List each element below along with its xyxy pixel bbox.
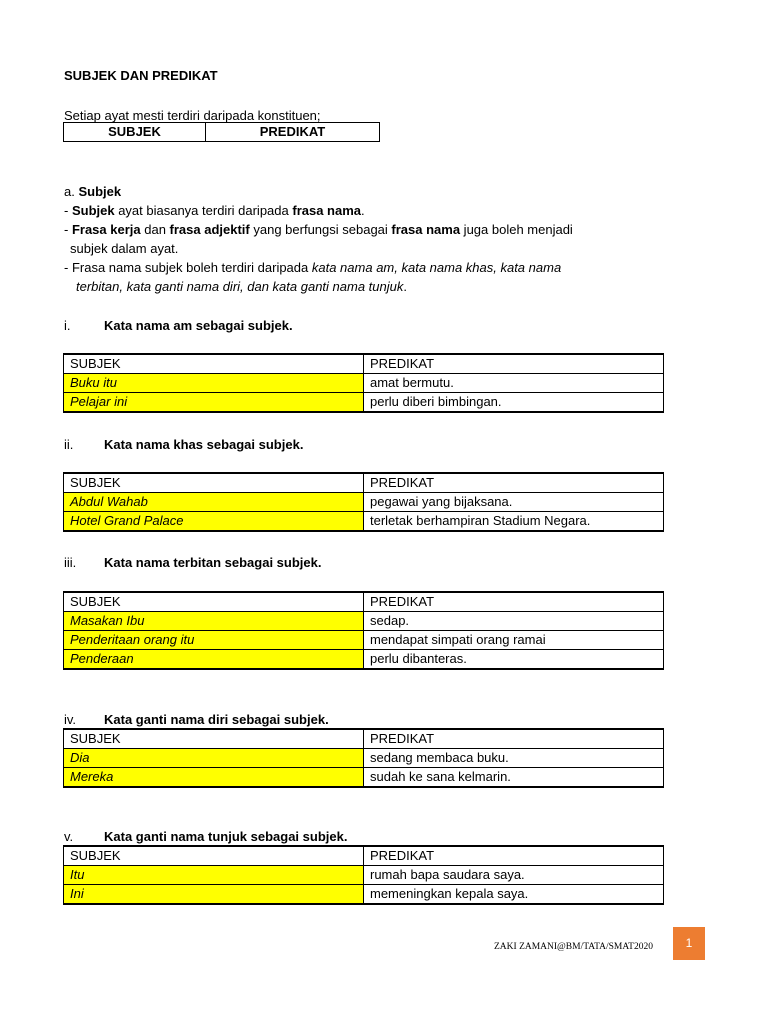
- cell-predikat: sedang membaca buku.: [364, 749, 664, 768]
- header-predikat: PREDIKAT: [364, 846, 664, 866]
- dash: -: [64, 260, 72, 275]
- bold-term: Subjek: [71, 203, 115, 218]
- table-header-row: [64, 473, 664, 493]
- bold-term: frasa adjektif: [169, 222, 250, 237]
- table-row: [64, 631, 664, 650]
- table-row: [64, 749, 664, 768]
- cell-predikat: perlu diberi bimbingan.: [364, 393, 664, 413]
- section-iv-heading: [64, 710, 329, 729]
- text: .: [361, 203, 365, 218]
- cell-subjek: Pelajar ini: [64, 393, 364, 413]
- text: .: [403, 279, 407, 294]
- header-subjek: SUBJEK: [64, 473, 364, 493]
- section-number: v.: [64, 829, 74, 844]
- table-row: [64, 650, 664, 670]
- cell-subjek: Dia: [64, 749, 364, 768]
- cell-subjek: Mereka: [64, 768, 364, 788]
- section-a-prefix: a.: [64, 184, 79, 199]
- bold-term: frasa nama: [292, 203, 362, 218]
- header-subjek: SUBJEK: [64, 729, 364, 749]
- konstituen-table: [63, 122, 380, 142]
- section-number: iii.: [64, 555, 77, 570]
- table-header-row: [64, 846, 664, 866]
- table-header-row: [64, 354, 664, 374]
- page-title: SUBJEK DAN PREDIKAT: [64, 68, 218, 83]
- cell-subjek: Penderaan: [64, 650, 364, 670]
- section-number: iv.: [64, 712, 77, 727]
- bullet-3: [64, 258, 573, 277]
- cell-subjek: Buku itu: [64, 374, 364, 393]
- konstituen-predikat: PREDIKAT: [206, 123, 380, 142]
- table-row: [64, 493, 664, 512]
- cell-subjek: Masakan Ibu: [64, 612, 364, 631]
- cell-predikat: memeningkan kepala saya.: [364, 885, 664, 905]
- header-predikat: PREDIKAT: [364, 473, 664, 493]
- dash: -: [64, 203, 72, 218]
- table-kata-nama-khas: [63, 472, 664, 532]
- section-number: ii.: [64, 437, 74, 452]
- table-kata-ganti-nama-diri: [63, 728, 664, 788]
- text: juga boleh menjadi: [460, 222, 573, 237]
- dash: -: [64, 222, 72, 237]
- section-i-heading: [64, 316, 293, 335]
- section-iii-heading: [64, 553, 321, 572]
- page-number: 1: [673, 927, 705, 960]
- section-a-heading: [64, 182, 573, 201]
- intro-text: Setiap ayat mesti terdiri daripada konstituen;: [64, 108, 321, 123]
- bullet-2-cont: subjek dalam ayat.: [70, 241, 179, 256]
- table-row: [64, 885, 664, 905]
- table-row: [64, 768, 664, 788]
- bullet-3-cont: [64, 277, 573, 296]
- cell-subjek: Hotel Grand Palace: [64, 512, 364, 532]
- text: dan: [140, 222, 170, 237]
- cell-predikat: mendapat simpati orang ramai: [364, 631, 664, 650]
- konstituen-subjek: SUBJEK: [64, 123, 206, 142]
- cell-predikat: amat bermutu.: [364, 374, 664, 393]
- cell-subjek: Itu: [64, 866, 364, 885]
- cell-predikat: rumah bapa saudara saya.: [364, 866, 664, 885]
- text: ayat biasanya terdiri daripada: [114, 203, 293, 218]
- section-title: Kata nama terbitan sebagai subjek.: [104, 555, 322, 570]
- header-predikat: PREDIKAT: [364, 354, 664, 374]
- cell-subjek: Penderitaan orang itu: [64, 631, 364, 650]
- table-kata-nama-am: [63, 353, 664, 413]
- bold-term: Frasa kerja: [71, 222, 141, 237]
- italic-term: kata nama am, kata nama khas, kata nama: [311, 260, 562, 275]
- section-number: i.: [64, 318, 71, 333]
- bullet-1: [64, 201, 573, 220]
- header-subjek: SUBJEK: [64, 354, 364, 374]
- header-predikat: PREDIKAT: [364, 592, 664, 612]
- section-a-heading-text: Subjek: [78, 184, 122, 199]
- text: Frasa nama subjek boleh terdiri daripada: [71, 260, 312, 275]
- section-title: Kata ganti nama tunjuk sebagai subjek.: [104, 829, 348, 844]
- header-subjek: SUBJEK: [64, 846, 364, 866]
- cell-predikat: sudah ke sana kelmarin.: [364, 768, 664, 788]
- cell-predikat: pegawai yang bijaksana.: [364, 493, 664, 512]
- section-title: Kata ganti nama diri sebagai subjek.: [104, 712, 329, 727]
- table-kata-nama-terbitan: [63, 591, 664, 670]
- bullet-2: [64, 220, 573, 239]
- header-predikat: PREDIKAT: [364, 729, 664, 749]
- section-title: Kata nama khas sebagai subjek.: [104, 437, 304, 452]
- section-title: Kata nama am sebagai subjek.: [104, 318, 293, 333]
- table-header-row: [64, 592, 664, 612]
- table-row: [64, 512, 664, 532]
- italic-term: terbitan, kata ganti nama diri, dan kata ganti nama tunjuk: [76, 279, 404, 294]
- table-row: [64, 393, 664, 413]
- table-row: [64, 374, 664, 393]
- cell-subjek: Abdul Wahab: [64, 493, 364, 512]
- cell-predikat: sedap.: [364, 612, 664, 631]
- footer-text: ZAKI ZAMANI@BM/TATA/SMAT2020: [494, 942, 653, 952]
- text: yang berfungsi sebagai: [249, 222, 392, 237]
- table-row: [64, 866, 664, 885]
- section-a: [64, 182, 573, 296]
- table-row: [64, 612, 664, 631]
- table-header-row: [64, 729, 664, 749]
- table-row: [64, 123, 380, 142]
- cell-predikat: terletak berhampiran Stadium Negara.: [364, 512, 664, 532]
- bold-term: frasa nama: [391, 222, 461, 237]
- section-v-heading: [64, 827, 347, 846]
- table-kata-ganti-nama-tunjuk: [63, 845, 664, 905]
- cell-subjek: Ini: [64, 885, 364, 905]
- header-subjek: SUBJEK: [64, 592, 364, 612]
- section-ii-heading: [64, 435, 303, 454]
- cell-predikat: perlu dibanteras.: [364, 650, 664, 670]
